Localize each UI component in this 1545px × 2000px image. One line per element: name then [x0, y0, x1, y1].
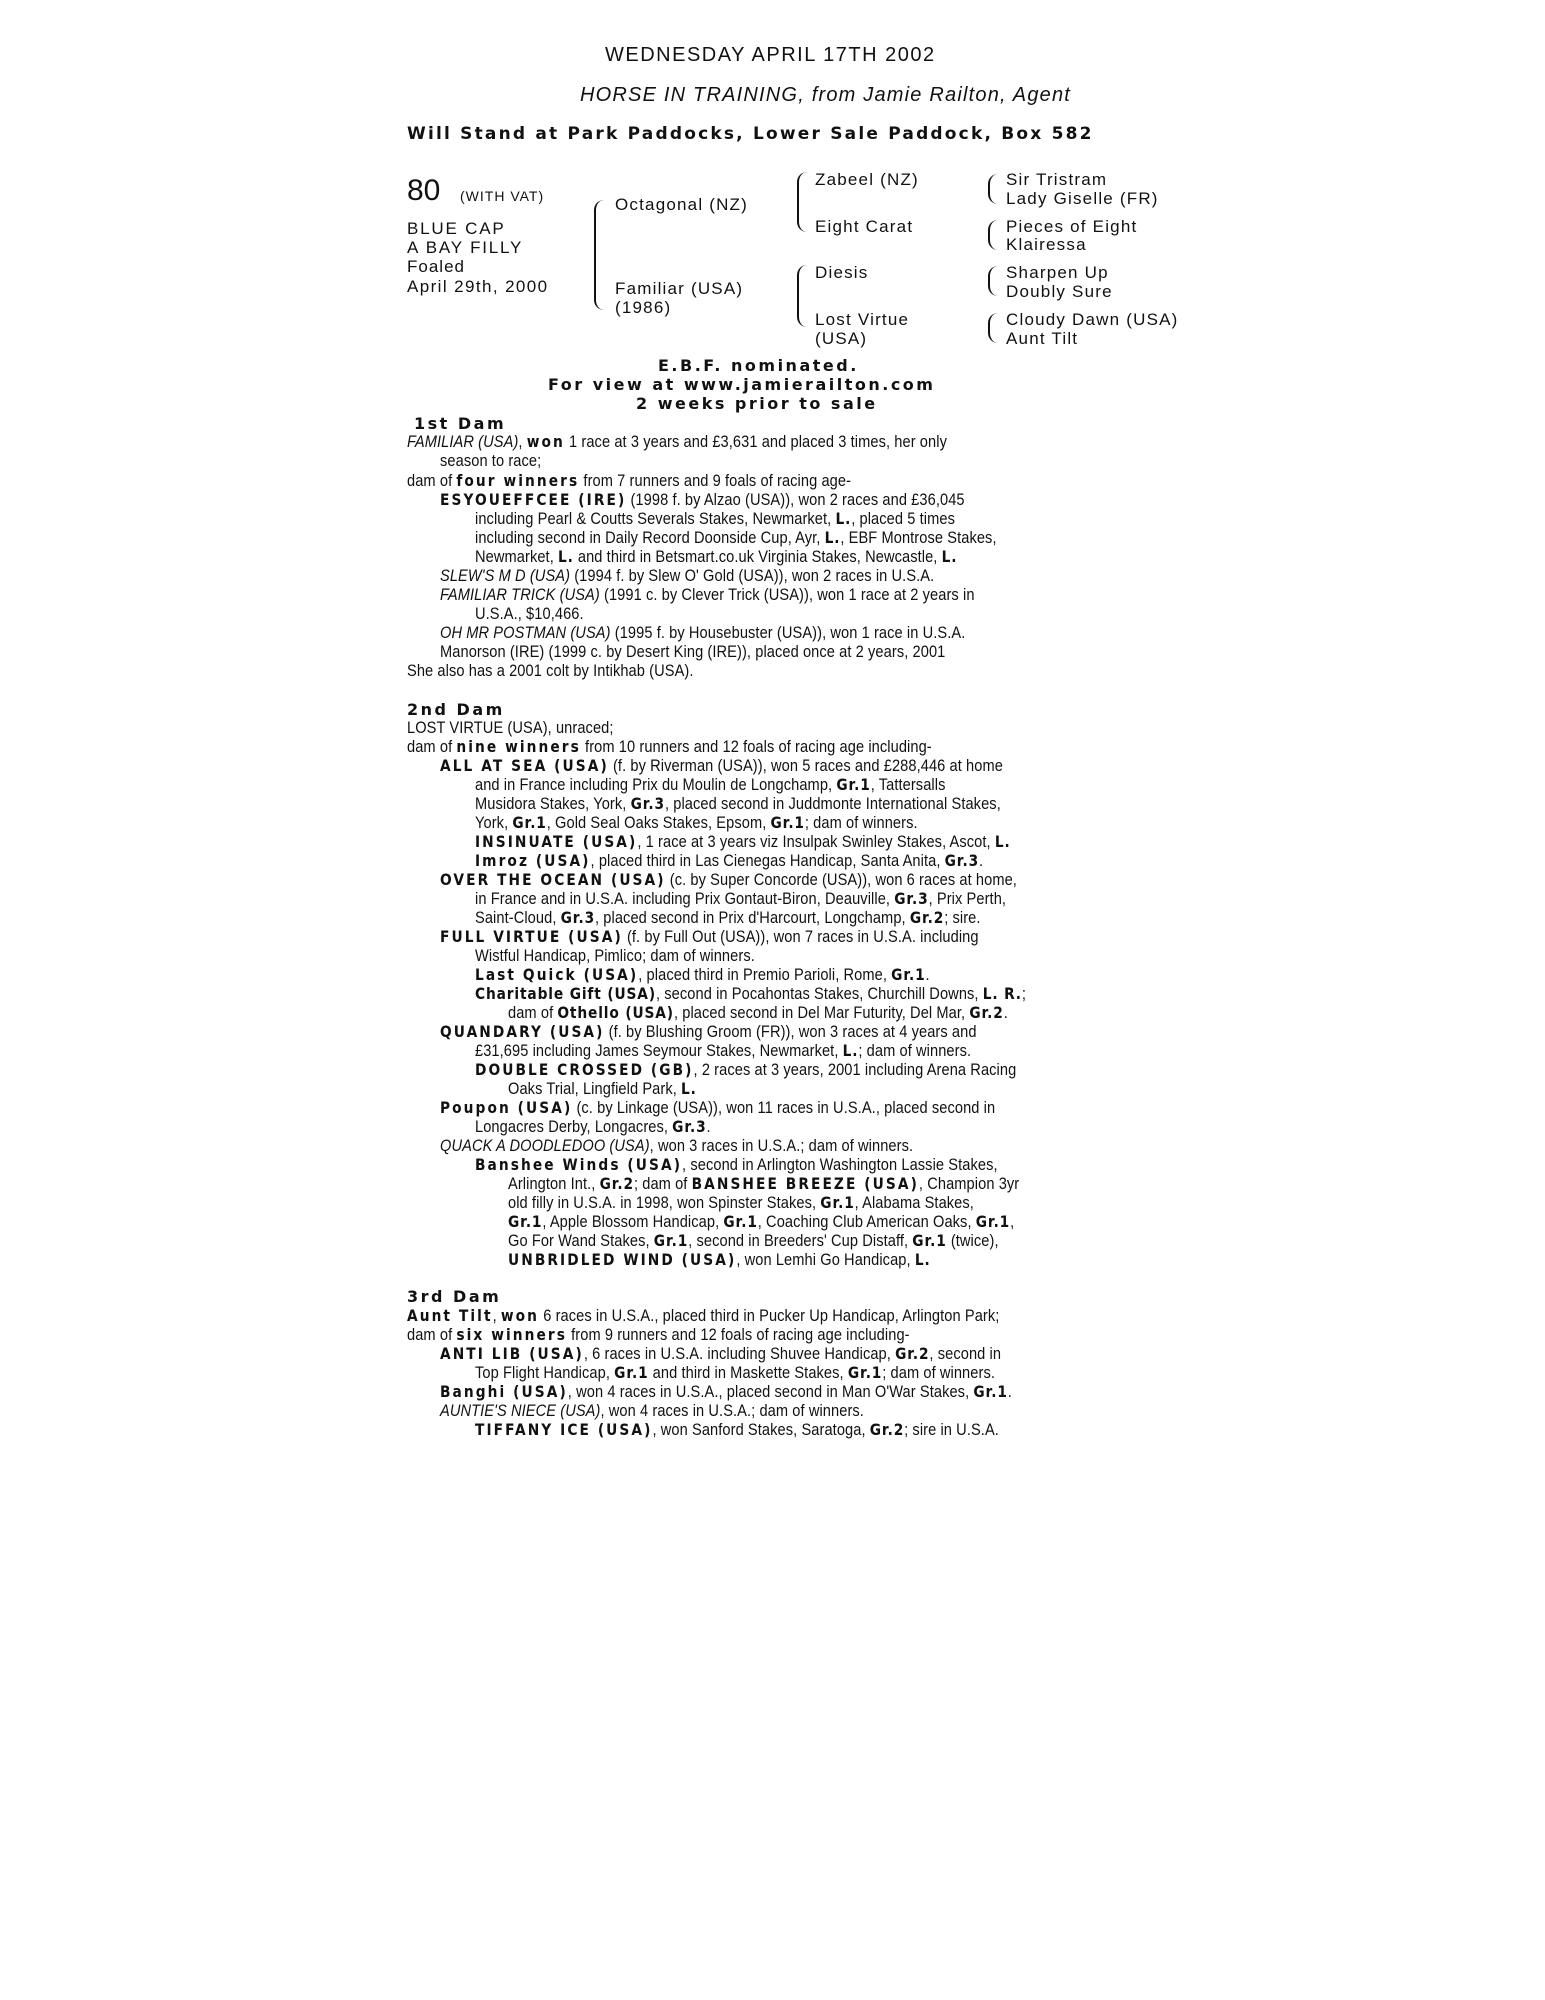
d2-line: Wistful Handicap, Pimlico; dam of winners.	[475, 946, 755, 965]
d1-line: OH MR POSTMAN (USA) (1995 f. by Housebuster (USA)), won 1 race in U.S.A.	[440, 623, 966, 642]
d2-line: Go For Wand Stakes, Gr.1, second in Breeders' Cup Distaff, Gr.1 (twice),	[508, 1231, 999, 1250]
gs2-name: Eight Carat	[815, 217, 914, 236]
brace-ggs5	[988, 266, 1000, 296]
dam-name: Familiar (USA)	[615, 279, 744, 298]
d1-line: including Pearl & Coutts Severals Stakes, Newmarket, L., placed 5 times	[475, 509, 955, 528]
d2-line: £31,695 including James Seymour Stakes, Newmarket, L.; dam of winners.	[475, 1041, 972, 1060]
d1-line: She also has a 2001 colt by Intikhab (USA).	[407, 661, 694, 680]
pedigree-brace-dam	[797, 265, 809, 327]
gd2-country: (USA)	[815, 329, 868, 348]
ggs4-name: Klairessa	[1006, 235, 1087, 254]
third-dam-heading: 3rd Dam	[407, 1287, 502, 1306]
dam-year: (1986)	[615, 298, 672, 317]
second-dam-heading: 2nd Dam	[407, 700, 505, 719]
d1-line: FAMILIAR (USA), won 1 race at 3 years and £3,631 and placed 3 times, her only	[407, 432, 947, 451]
weeks-note: 2 weeks prior to sale	[636, 394, 878, 413]
d2-line: Gr.1, Apple Blossom Handicap, Gr.1, Coaching Club American Oaks, Gr.1,	[508, 1212, 1015, 1231]
d2-line: in France and in U.S.A. including Prix Gontaut-Biron, Deauville, Gr.3, Prix Perth,	[475, 889, 1007, 908]
d1-line: season to race;	[440, 451, 542, 470]
d1-line: U.S.A., $10,466.	[475, 604, 584, 623]
d2-line: Longacres Derby, Longacres, Gr.3.	[475, 1117, 711, 1136]
d1-line: including second in Daily Record Doonside Cup, Ayr, L., EBF Montrose Stakes,	[475, 528, 997, 547]
d2-line: Poupon (USA) (c. by Linkage (USA)), won 11 races in U.S.A., placed second in	[440, 1098, 996, 1117]
d2-line: and in France including Prix du Moulin de Longchamp, Gr.1, Tattersalls	[475, 775, 946, 794]
d2-line: Arlington Int., Gr.2; dam of BANSHEE BREEZE (USA), Champion 3yr	[508, 1174, 1020, 1193]
view-note: For view at www.jamierailton.com	[548, 375, 936, 394]
d1-line: Manorson (IRE) (1999 c. by Desert King (IRE)), placed once at 2 years, 2001	[440, 642, 946, 661]
d2-line: LOST VIRTUE (USA), unraced;	[407, 718, 614, 737]
d2-line: QUACK A DOODLEDOO (USA), won 3 races in U.S.A.; dam of winners.	[440, 1136, 914, 1155]
ggs6-name: Doubly Sure	[1006, 282, 1113, 301]
d3-line: TIFFANY ICE (USA), won Sanford Stakes, Saratoga, Gr.2; sire in U.S.A.	[475, 1420, 999, 1439]
d3-line: dam of six winners from 9 runners and 12 foals of racing age including-	[407, 1325, 910, 1344]
ggs5-name: Sharpen Up	[1006, 263, 1109, 282]
d2-line: Banshee Winds (USA), second in Arlington Washington Lassie Stakes,	[475, 1155, 998, 1174]
d2-line: FULL VIRTUE (USA) (f. by Full Out (USA)), won 7 races in U.S.A. including	[440, 927, 979, 946]
pedigree-brace-main	[594, 200, 606, 310]
d2-line: ALL AT SEA (USA) (f. by Riverman (USA)), won 5 races and £288,446 at home	[440, 756, 1003, 775]
brace-ggs7	[988, 313, 1000, 343]
d3-line: AUNTIE'S NIECE (USA), won 4 races in U.S.A.; dam of winners.	[440, 1401, 864, 1420]
ggs8-name: Aunt Tilt	[1006, 329, 1079, 348]
d2-line: DOUBLE CROSSED (GB), 2 races at 3 years, 2001 including Arena Racing	[475, 1060, 1017, 1079]
foaled-date: April 29th, 2000	[407, 277, 549, 296]
d2-line: INSINUATE (USA), 1 race at 3 years viz Insulpak Swinley Stakes, Ascot, L.	[475, 832, 1011, 851]
d2-line: UNBRIDLED WIND (USA), won Lemhi Go Handicap, L.	[508, 1250, 931, 1269]
brace-ggs1	[988, 174, 1000, 204]
lot-vat: (WITH VAT)	[460, 188, 545, 204]
d1-line: ESYOUEFFCEE (IRE) (1998 f. by Alzao (USA)), won 2 races and £36,045	[440, 490, 965, 509]
gs1-name: Zabeel (NZ)	[815, 170, 919, 189]
stand-location: Will Stand at Park Paddocks, Lower Sale Paddock, Box 582	[407, 124, 1094, 144]
d3-line: Banghi (USA), won 4 races in U.S.A., placed second in Man O'War Stakes, Gr.1.	[440, 1382, 1012, 1401]
d2-line: Charitable Gift (USA), second in Pocahontas Stakes, Churchill Downs, L. R.;	[475, 984, 1027, 1003]
d1-line: dam of four winners from 7 runners and 9 foals of racing age-	[407, 471, 852, 490]
ggs2-name: Lady Giselle (FR)	[1006, 189, 1159, 208]
d2-line: old filly in U.S.A. in 1998, won Spinster Stakes, Gr.1, Alabama Stakes,	[508, 1193, 974, 1212]
gd1-name: Diesis	[815, 263, 869, 282]
d1-line: SLEW'S M D (USA) (1994 f. by Slew O' Gold (USA)), won 2 races in U.S.A.	[440, 566, 935, 585]
d2-line: dam of nine winners from 10 runners and 12 foals of racing age including-	[407, 737, 932, 756]
sale-subtitle: HORSE IN TRAINING, from Jamie Railton, Agent	[580, 84, 1072, 106]
d3-line: Top Flight Handicap, Gr.1 and third in Maskette Stakes, Gr.1; dam of winners.	[475, 1363, 996, 1382]
foaled-label: Foaled	[407, 257, 465, 276]
d2-line: Oaks Trial, Lingfield Park, L.	[508, 1079, 697, 1098]
ggs7-name: Cloudy Dawn (USA)	[1006, 310, 1179, 329]
d2-line: York, Gr.1, Gold Seal Oaks Stakes, Epsom, Gr.1; dam of winners.	[475, 813, 918, 832]
horse-name: BLUE CAP	[407, 219, 506, 238]
d2-line: OVER THE OCEAN (USA) (c. by Super Concorde (USA)), won 6 races at home,	[440, 870, 1017, 889]
sale-date: WEDNESDAY APRIL 17TH 2002	[605, 44, 936, 66]
ebf-note: E.B.F. nominated.	[658, 356, 859, 375]
gd2-name: Lost Virtue	[815, 310, 910, 329]
d3-line: Aunt Tilt, won 6 races in U.S.A., placed third in Pucker Up Handicap, Arlington Park;	[407, 1306, 1000, 1325]
brace-ggs3	[988, 220, 1000, 250]
sire-name: Octagonal (NZ)	[615, 195, 749, 214]
d2-line: Imroz (USA), placed third in Las Cienegas Handicap, Santa Anita, Gr.3.	[475, 851, 984, 870]
d3-line: ANTI LIB (USA), 6 races in U.S.A. including Shuvee Handicap, Gr.2, second in	[440, 1344, 1002, 1363]
lot-number: 80	[407, 174, 441, 207]
first-dam-heading: 1st Dam	[414, 414, 507, 433]
horse-desc: A BAY FILLY	[407, 238, 524, 257]
d1-line: Newmarket, L. and third in Betsmart.co.uk Virginia Stakes, Newcastle, L.	[475, 547, 958, 566]
d2-line: dam of Othello (USA), placed second in Del Mar Futurity, Del Mar, Gr.2.	[508, 1003, 1008, 1022]
ggs1-name: Sir Tristram	[1006, 170, 1108, 189]
d2-line: QUANDARY (USA) (f. by Blushing Groom (FR)), won 3 races at 4 years and	[440, 1022, 977, 1041]
d1-line: FAMILIAR TRICK (USA) (1991 c. by Clever Trick (USA)), won 1 race at 2 years in	[440, 585, 975, 604]
pedigree-brace-sire	[797, 172, 809, 232]
d2-line: Saint-Cloud, Gr.3, placed second in Prix d'Harcourt, Longchamp, Gr.2; sire.	[475, 908, 981, 927]
d2-line: Musidora Stakes, York, Gr.3, placed second in Juddmonte International Stakes,	[475, 794, 1001, 813]
ggs3-name: Pieces of Eight	[1006, 217, 1138, 236]
d2-line: Last Quick (USA), placed third in Premio Parioli, Rome, Gr.1.	[475, 965, 930, 984]
